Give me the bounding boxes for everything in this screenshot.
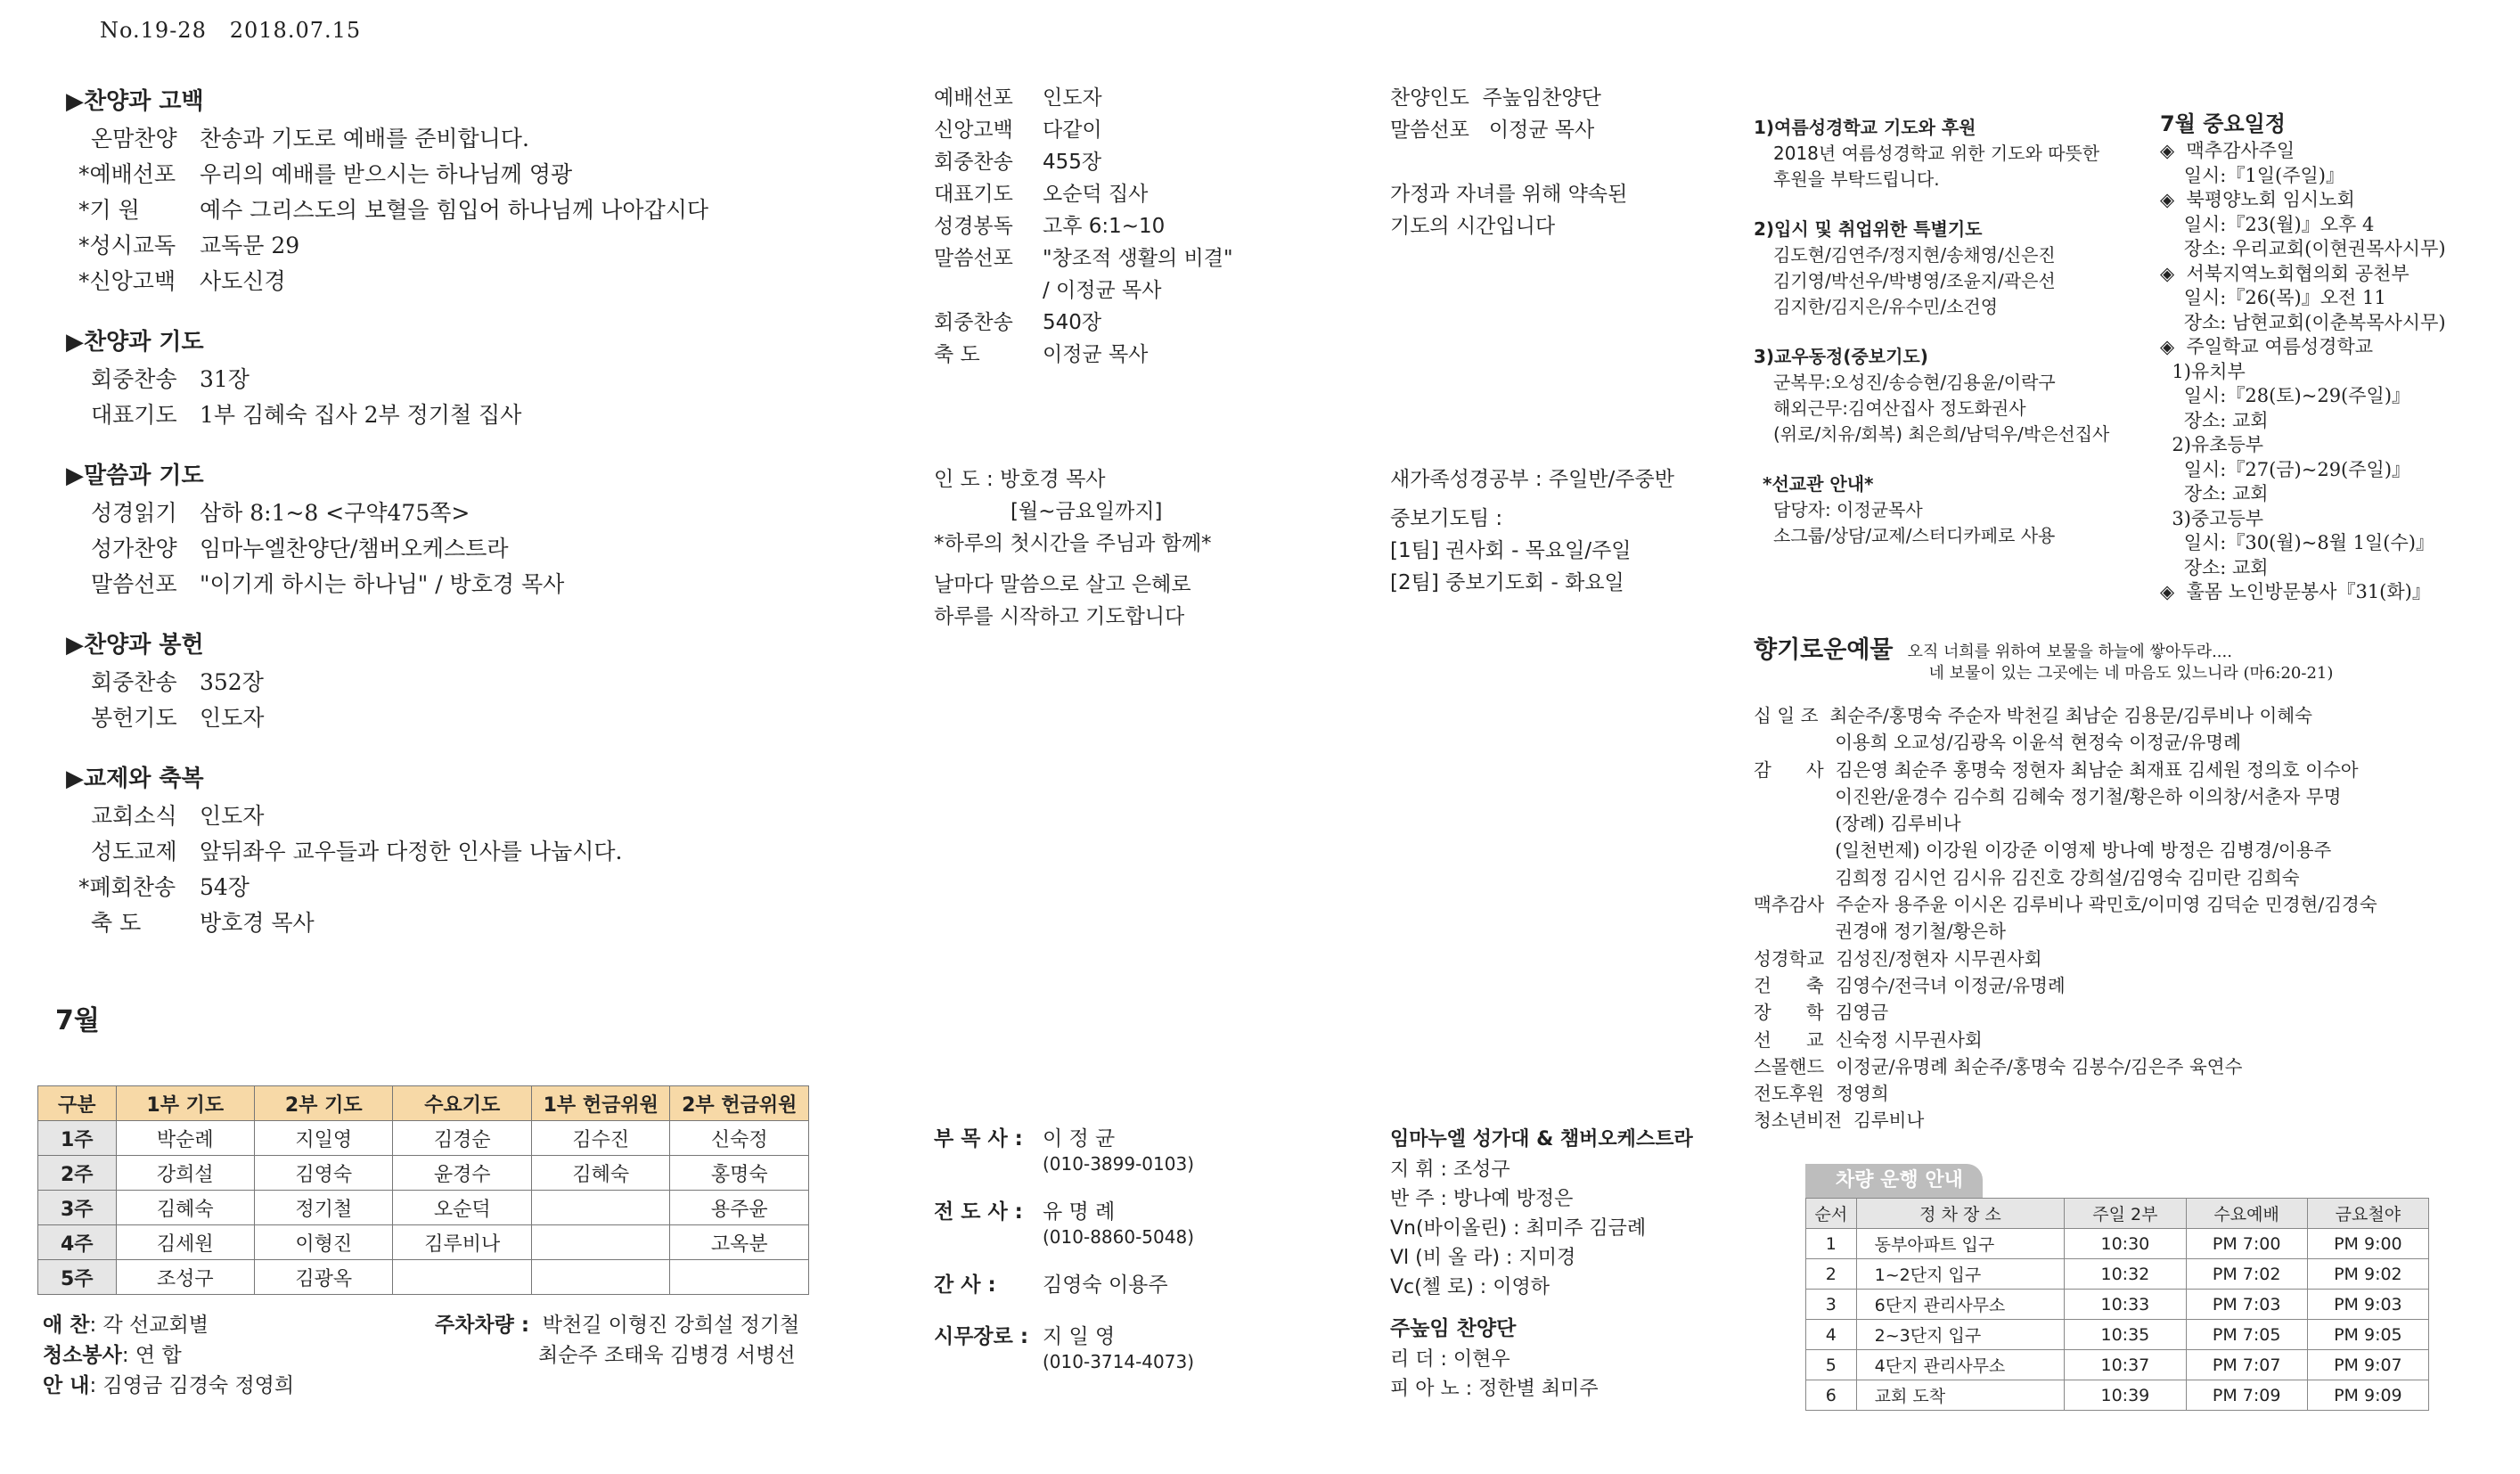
worship-item <box>66 834 868 870</box>
staff-member <box>934 1323 1308 1372</box>
shuttle-header-cell: 금요철야 <box>2307 1199 2428 1229</box>
duty-cell: 신숙정 <box>670 1121 809 1156</box>
guide-value: : 김영금 김경숙 정영희 <box>89 1374 295 1397</box>
staff-role: 부 목 사 : <box>934 1127 1023 1151</box>
prayer-item-line: 군복무:오성진/송승현/김용윤/이락구 <box>1773 372 2056 393</box>
prayer-item-title: 2)입시 및 취업위한 특별기도 <box>1754 218 1983 240</box>
schedule-line: 3)중고등부 <box>2160 507 2264 529</box>
prayer-item-title: 1)여름성경학교 기도와 후원 <box>1754 117 1976 138</box>
offering-section <box>1754 635 2511 1134</box>
worship-item <box>66 905 868 941</box>
small-groups <box>1390 463 1764 599</box>
staff-name: 이 정 균 <box>1043 1127 1116 1151</box>
wednesday-item <box>934 307 1308 339</box>
shuttle-cell: 2~3단지 입구 <box>1856 1320 2065 1350</box>
duty-cell: 김경순 <box>393 1121 531 1156</box>
wednesday-item-label: 신앙고백 <box>934 119 1013 142</box>
choir-member-line: Vl (비 올 라) : 지미경 <box>1390 1247 1576 1269</box>
duty-header-cell: 2부 기도 <box>255 1086 393 1121</box>
prayer-item-title: *선교관 안내* <box>1763 473 1874 495</box>
schedule-line: 일시:『27(금)~29(주일)』 <box>2160 458 2411 480</box>
schedule-line: ◈ 훌몸 노인방문봉사『31(화)』 <box>2160 581 2431 602</box>
duty-cell: 김루비나 <box>393 1225 531 1260</box>
worship-section-title: ▶찬양과 봉헌 <box>66 632 204 659</box>
worship-section-title: ▶찬양과 고백 <box>66 88 204 115</box>
worship-section-title: ▶찬양과 기도 <box>66 329 204 356</box>
month-title: 7월 <box>55 1005 100 1036</box>
issue-date: 2018.07.15 <box>229 18 362 43</box>
wednesday-item <box>934 339 1308 371</box>
wednesday-item-value: 이정균 목사 <box>1043 343 1149 366</box>
duty-cell: 오순덕 <box>393 1191 531 1225</box>
parking-line2: 최순주 조태욱 김병경 서병선 <box>538 1344 796 1367</box>
shuttle-cell: 5 <box>1806 1350 1857 1380</box>
friday-text-1: 가정과 자녀를 위해 약속된 <box>1390 183 1628 206</box>
choir-info <box>1390 1125 1764 1404</box>
july-schedule <box>2160 109 2516 605</box>
shuttle-cell: PM 7:02 <box>2186 1259 2307 1290</box>
worship-item <box>66 798 868 834</box>
choir-member-line: 지 휘 : 조성구 <box>1390 1159 1510 1181</box>
duty-cell: 박순례 <box>116 1121 254 1156</box>
worship-item <box>66 531 868 567</box>
duty-header-cell: 1부 헌금위원 <box>531 1086 669 1121</box>
worship-item-value: 방호경 목사 <box>200 910 315 936</box>
worship-item-value: 앞뒤좌우 교우들과 다정한 인사를 나눕시다. <box>200 839 623 864</box>
duty-cell: 김광옥 <box>255 1260 393 1295</box>
praise-team-line: 피 아 노 : 정한별 최미주 <box>1390 1378 1599 1400</box>
dawn-motto: *하루의 첫시간을 주님과 함께* <box>934 532 1212 555</box>
duty-cell: 홍명숙 <box>670 1156 809 1191</box>
worship-item <box>66 228 868 264</box>
schedule-line: ◈ 맥추감사주일 <box>2160 140 2295 161</box>
schedule-line: 2)유초등부 <box>2160 434 2264 455</box>
shuttle-cell: 3 <box>1806 1290 1857 1320</box>
shuttle-cell: PM 7:03 <box>2186 1290 2307 1320</box>
wednesday-item-value: "창조적 생활의 비결" <box>1043 247 1233 270</box>
shuttle-table <box>1805 1198 2429 1411</box>
shuttle-header-cell: 정 차 장 소 <box>1856 1199 2065 1229</box>
worship-item-value: "이기게 하시는 하나님" / 방호경 목사 <box>200 571 565 597</box>
wednesday-item-label: 예배선포 <box>934 86 1013 110</box>
offering-line: 전도후원 정영희 <box>1754 1083 1889 1105</box>
offering-line: 건 축 김영수/전극녀 이정균/유명례 <box>1754 974 2066 996</box>
shuttle-cell: 10:33 <box>2065 1290 2186 1320</box>
schedule-line: 1)유치부 <box>2160 360 2246 382</box>
worship-item-label: 교회소식 <box>91 803 177 829</box>
duty-cell: 김혜숙 <box>116 1191 254 1225</box>
wednesday-item-label: 회중찬송 <box>934 151 1013 174</box>
worship-item-label: *기 원 <box>78 197 140 223</box>
shuttle-title: 차량 운행 안내 <box>1805 1164 1983 1198</box>
worship-item-value: 임마누엘찬양단/챔버오케스트라 <box>200 536 509 561</box>
schedule-line: 장소: 남현교회(이춘복목사시무) <box>2160 311 2446 333</box>
shuttle-cell: PM 7:09 <box>2186 1380 2307 1411</box>
offering-line: 선 교 신숙정 시무권사회 <box>1754 1028 1983 1051</box>
worship-item <box>66 121 868 157</box>
duty-table <box>37 1085 809 1295</box>
clean-label: 청소봉사 <box>43 1344 122 1367</box>
dawn-text-1: 날마다 말씀으로 살고 은혜로 <box>934 573 1191 596</box>
shuttle-cell: 10:30 <box>2065 1229 2186 1259</box>
worship-item-label: 봉헌기도 <box>91 705 177 731</box>
duty-cell: 김영숙 <box>255 1156 393 1191</box>
duty-cell: 김세원 <box>116 1225 254 1260</box>
issue-number: No.19-28 <box>100 18 207 43</box>
dawn-text-2: 하루를 시작하고 기도합니다 <box>934 605 1185 628</box>
shuttle-cell: 6 <box>1806 1380 1857 1411</box>
prayer-item-line: 소그룹/상담/교제/스터디카페로 사용 <box>1773 525 2056 546</box>
worship-item-label: 대표기도 <box>91 402 177 428</box>
prayer-item <box>1754 216 2164 320</box>
shuttle-cell: 4 <box>1806 1320 1857 1350</box>
offering-line: 김희정 김시언 김시유 김진호 강희설/김영숙 김미란 김희숙 <box>1754 866 2300 888</box>
prayer-item <box>1754 114 2164 192</box>
schedule-line: 일시:『28(토)~29(주일)』 <box>2160 385 2411 406</box>
wednesday-item-value: 오순덕 집사 <box>1043 183 1149 206</box>
worship-item-label: 성가찬양 <box>91 536 177 561</box>
staff-member <box>934 1125 1308 1175</box>
staff-phone: (010-3899-0103) <box>1043 1153 1195 1175</box>
intercessory-title: 중보기도팀 : <box>1390 507 1503 530</box>
parking-label: 주차차량 : <box>435 1314 530 1337</box>
offering-line: 맥추감사 주순자 용주윤 이시온 김루비나 곽민호/이미영 김덕순 민경현/김경숙 <box>1754 894 2377 916</box>
duty-table-row <box>38 1260 809 1295</box>
duty-cell: 김수진 <box>531 1121 669 1156</box>
duty-cell: 4주 <box>38 1225 117 1260</box>
duty-cell: 5주 <box>38 1260 117 1295</box>
intercessory-team-1: [1팀] 권사회 - 목요일/주일 <box>1390 539 1632 562</box>
worship-item <box>66 700 868 736</box>
prayer-item-line: 2018년 여름성경학교 위한 기도와 따뜻한 <box>1773 143 2100 164</box>
offering-title: 향기로운예물 <box>1754 636 1894 664</box>
staff-name: 지 일 영 <box>1043 1325 1116 1348</box>
offering-line: (일천번제) 이강원 이강준 이영제 방나예 방정은 김병경/이용주 <box>1754 839 2332 862</box>
offering-line: 청소년비전 김루비나 <box>1754 1110 1925 1132</box>
schedule-title: 7월 중요일정 <box>2160 111 2286 136</box>
shuttle-row <box>1806 1290 2429 1320</box>
prayer-item-line: 김지한/김지은/유수민/소건영 <box>1773 296 1999 317</box>
worship-item-label: 성도교제 <box>91 839 177 864</box>
clean-value: : 연 합 <box>121 1344 182 1367</box>
shuttle-schedule <box>1805 1164 2429 1411</box>
duty-table-row <box>38 1225 809 1260</box>
schedule-line: 장소: 우리교회(이현권목사시무) <box>2160 238 2446 259</box>
shuttle-cell: PM 9:07 <box>2307 1350 2428 1380</box>
worship-item-label: 회중찬송 <box>91 366 177 392</box>
schedule-line: ◈ 서북지역노회협의회 공천부 <box>2160 262 2410 284</box>
duty-cell: 이형진 <box>255 1225 393 1260</box>
staff-role: 간 사 : <box>934 1273 996 1297</box>
worship-order <box>66 82 868 941</box>
worship-item-label: 성경읽기 <box>91 500 177 526</box>
choir-title: 임마누엘 성가대 & 챔버오케스트라 <box>1390 1128 1693 1151</box>
shuttle-cell: 10:37 <box>2065 1350 2186 1380</box>
prayer-item-line: 해외근무:김여산집사 정도화권사 <box>1773 397 2026 419</box>
duty-cell: 용주윤 <box>670 1191 809 1225</box>
duty-cell: 1주 <box>38 1121 117 1156</box>
worship-item-label: 축 도 <box>91 910 142 936</box>
staff-member <box>934 1271 1308 1299</box>
prayer-item-line: (위로/치유/회복) 최은희/남덕우/박은선집사 <box>1773 423 2110 445</box>
worship-item-label: 온맘찬양 <box>91 126 177 151</box>
wednesday-item-value: 고후 6:1~10 <box>1043 215 1166 238</box>
shuttle-row <box>1806 1259 2429 1290</box>
flower-label: 애 찬 <box>43 1314 90 1337</box>
offering-line: 십 일 조 최순주/홍명숙 주순자 박천길 최남순 김용문/김루비나 이혜숙 <box>1754 705 2312 726</box>
worship-item-label: *폐회찬송 <box>78 874 176 900</box>
prayer-item-line: 후원을 부탁드립니다. <box>1773 168 1940 190</box>
friday-service <box>1390 82 1764 242</box>
wednesday-item <box>934 210 1308 242</box>
shuttle-row <box>1806 1229 2429 1259</box>
wednesday-item-label <box>934 274 1043 307</box>
duty-header-cell: 1부 기도 <box>116 1086 254 1121</box>
duty-cell: 3주 <box>38 1191 117 1225</box>
intercessory-team-2: [2팀] 중보기도회 - 화요일 <box>1390 571 1624 594</box>
shuttle-cell: PM 7:00 <box>2186 1229 2307 1259</box>
shuttle-row <box>1806 1380 2429 1411</box>
worship-item-label: 말씀선포 <box>91 571 177 597</box>
schedule-line: 장소: 교회 <box>2160 409 2269 431</box>
shuttle-cell: 1~2단지 입구 <box>1856 1259 2065 1290</box>
duty-cell: 고옥분 <box>670 1225 809 1260</box>
worship-item-value: 찬송과 기도로 예배를 준비합니다. <box>200 126 529 151</box>
dawn-prayer <box>934 463 1308 633</box>
friday-sermon-label: 말씀선포 <box>1390 119 1469 142</box>
dawn-leader: 인 도 : 방호경 목사 <box>934 468 1106 491</box>
worship-item-value: 우리의 예배를 받으시는 하나님께 영광 <box>200 161 573 187</box>
duty-cell: 강희설 <box>116 1156 254 1191</box>
staff-name: 김영숙 이용주 <box>1043 1273 1168 1297</box>
duty-cell <box>531 1191 669 1225</box>
duty-cell: 김혜숙 <box>531 1156 669 1191</box>
wednesday-item <box>934 178 1308 210</box>
wednesday-item-label: 축 도 <box>934 343 980 366</box>
shuttle-cell: 교회 도착 <box>1856 1380 2065 1411</box>
praise-team-title: 주높임 찬양단 <box>1390 1317 1517 1340</box>
duty-header-cell: 구분 <box>38 1086 117 1121</box>
worship-item-value: 삼하 8:1~8 <구약475쪽> <box>200 500 470 526</box>
offering-line: 스몰핸드 이정균/유명례 최순주/홍명숙 김봉수/김은주 육연수 <box>1754 1055 2243 1077</box>
prayer-requests <box>1754 114 2164 572</box>
prayer-item <box>1754 343 2164 447</box>
schedule-line: 일시:『1일(주일)』 <box>2160 164 2344 186</box>
duty-cell: 조성구 <box>116 1260 254 1295</box>
duty-table-row <box>38 1121 809 1156</box>
shuttle-cell: 10:32 <box>2065 1259 2186 1290</box>
schedule-line: 장소: 교회 <box>2160 556 2269 578</box>
schedule-line: ◈ 북평양노회 임시노회 <box>2160 189 2355 210</box>
friday-text-2: 기도의 시간입니다 <box>1390 215 1556 238</box>
friday-lead-label: 찬양인도 <box>1390 86 1469 110</box>
offering-line: 장 학 김영금 <box>1754 1002 1889 1024</box>
schedule-line: 장소: 교회 <box>2160 483 2269 504</box>
bulletin-header <box>100 18 361 43</box>
wednesday-item <box>934 114 1308 146</box>
offering-line: 이진완/윤경수 김수희 김혜숙 정기철/황은하 이의창/서춘자 무명 <box>1754 785 2342 807</box>
prayer-item-line: 김도현/김연주/정지현/송채영/신은진 <box>1773 244 2056 266</box>
staff-role: 시무장로 : <box>934 1325 1029 1348</box>
shuttle-cell: PM 7:05 <box>2186 1320 2307 1350</box>
worship-item-value: 사도신경 <box>200 268 286 294</box>
shuttle-cell: PM 9:00 <box>2307 1229 2428 1259</box>
shuttle-row <box>1806 1350 2429 1380</box>
choir-member-line: Vn(바이올린) : 최미주 김금례 <box>1390 1217 1647 1240</box>
duty-header-cell: 수요기도 <box>393 1086 531 1121</box>
wednesday-item-value: 다같이 <box>1043 119 1102 142</box>
duty-table-row <box>38 1191 809 1225</box>
worship-item-value: 1부 김혜숙 집사 2부 정기철 집사 <box>200 402 522 428</box>
worship-item <box>66 870 868 905</box>
shuttle-header-cell: 수요예배 <box>2186 1199 2307 1229</box>
shuttle-cell: PM 7:07 <box>2186 1350 2307 1380</box>
wednesday-item-value: 540장 <box>1043 311 1102 334</box>
flower-value: : 각 선교회별 <box>89 1314 209 1337</box>
worship-item-value: 인도자 <box>200 705 265 731</box>
wednesday-item <box>934 242 1308 274</box>
offering-line: (장례) 김루비나 <box>1754 813 1961 835</box>
offering-verse-2: 네 보물이 있는 그곳에는 네 마음도 있느니라 (마6:20-21) <box>1928 664 2334 683</box>
new-family-study: 새가족성경공부 : 주일반/주중반 <box>1390 468 1674 491</box>
wednesday-item <box>934 274 1308 307</box>
worship-item <box>66 665 868 700</box>
worship-item <box>66 362 868 397</box>
wednesday-item <box>934 82 1308 114</box>
worship-item-value: 31장 <box>200 366 250 392</box>
duty-header-cell: 2부 헌금위원 <box>670 1086 809 1121</box>
wednesday-item-value: 455장 <box>1043 151 1102 174</box>
prayer-item <box>1754 471 2164 549</box>
shuttle-cell: PM 9:03 <box>2307 1290 2428 1320</box>
wednesday-item-value: / 이정균 목사 <box>1043 279 1162 302</box>
duty-table-row <box>38 1156 809 1191</box>
shuttle-cell: 10:35 <box>2065 1320 2186 1350</box>
duty-cell <box>531 1225 669 1260</box>
staff-name: 유 명 례 <box>1043 1200 1116 1224</box>
worship-item-value: 인도자 <box>200 803 265 829</box>
shuttle-row <box>1806 1320 2429 1350</box>
shuttle-cell: 10:39 <box>2065 1380 2186 1411</box>
duty-table-header <box>38 1086 809 1121</box>
wednesday-item-label: 회중찬송 <box>934 311 1013 334</box>
wednesday-item <box>934 146 1308 178</box>
schedule-line: ◈ 주일학교 여름성경학교 <box>2160 336 2374 357</box>
prayer-item-title: 3)교우동정(중보기도) <box>1754 346 1928 367</box>
worship-item-label: *성시교독 <box>78 233 176 258</box>
shuttle-cell: 6단지 관리사무소 <box>1856 1290 2065 1320</box>
shuttle-header-cell: 순서 <box>1806 1199 1857 1229</box>
worship-item <box>66 567 868 602</box>
shuttle-cell: PM 9:09 <box>2307 1380 2428 1411</box>
duty-cell <box>393 1260 531 1295</box>
offering-line: 이용희 오교성/김광옥 이윤석 현정숙 이정균/유명례 <box>1754 732 2241 754</box>
worship-item <box>66 264 868 299</box>
schedule-line: 일시:『30(월)~8월 1일(수)』 <box>2160 532 2434 553</box>
wednesday-item-label: 대표기도 <box>934 183 1013 206</box>
staff-member <box>934 1198 1308 1248</box>
choir-member-line: 반 주 : 방나예 방정은 <box>1390 1188 1574 1210</box>
service-notes <box>43 1310 827 1401</box>
worship-item-value: 예수 그리스도의 보혈을 힘입어 하나님께 나아갑시다 <box>200 197 709 223</box>
guide-label: 안 내 <box>43 1374 90 1397</box>
duty-cell: 윤경수 <box>393 1156 531 1191</box>
worship-item-value: 352장 <box>200 669 264 695</box>
friday-sermon-value: 이정균 목사 <box>1488 119 1595 142</box>
prayer-item-line: 담당자: 이정균목사 <box>1773 499 1923 520</box>
wednesday-item-label: 말씀선포 <box>934 247 1013 270</box>
shuttle-cell: 동부아파트 입구 <box>1856 1229 2065 1259</box>
worship-item <box>66 397 868 433</box>
shuttle-cell: 2 <box>1806 1259 1857 1290</box>
offering-line: 감 사 김은영 최순주 홍명숙 정현자 최남순 최재표 김세원 정의호 이수아 <box>1754 758 2359 781</box>
praise-team-line: 리 더 : 이현우 <box>1390 1348 1510 1371</box>
worship-item <box>66 192 868 228</box>
worship-item-value: 54장 <box>200 874 250 900</box>
wednesday-service <box>934 82 1308 371</box>
duty-cell: 2주 <box>38 1156 117 1191</box>
worship-item-label: *신앙고백 <box>78 268 176 294</box>
shuttle-cell: 1 <box>1806 1229 1857 1259</box>
staff-phone: (010-3714-4073) <box>1043 1351 1195 1372</box>
offering-line: 성경학교 김성진/정현자 시무권사회 <box>1754 947 2042 970</box>
shuttle-header-cell: 주일 2부 <box>2065 1199 2186 1229</box>
staff-list <box>934 1125 1308 1396</box>
parking-line1: 박천길 이형진 강희설 정기철 <box>542 1314 800 1337</box>
wednesday-item-label: 성경봉독 <box>934 215 1013 238</box>
staff-phone: (010-8860-5048) <box>1043 1226 1195 1248</box>
shuttle-cell: PM 9:02 <box>2307 1259 2428 1290</box>
duty-cell <box>670 1260 809 1295</box>
wednesday-item-value: 인도자 <box>1043 86 1102 110</box>
worship-item <box>66 495 868 531</box>
friday-lead-value: 주높임찬양단 <box>1482 86 1601 110</box>
dawn-days: [월~금요일까지] <box>1010 500 1163 523</box>
duty-cell: 지일영 <box>255 1121 393 1156</box>
duty-cell <box>531 1260 669 1295</box>
schedule-line: 일시:『23(월)』오후 4 <box>2160 213 2375 235</box>
worship-section-title: ▶말씀과 기도 <box>66 463 204 489</box>
worship-item-label: *예배선포 <box>78 161 176 187</box>
offering-line: 권경애 정기철/황은하 <box>1754 921 2006 943</box>
offering-verse-1: 오직 너희를 위하여 보물을 하늘에 쌓아두라.... <box>1907 643 2232 661</box>
choir-member-line: Vc(첼 로) : 이영하 <box>1390 1276 1550 1298</box>
worship-item-value: 교독문 29 <box>200 233 300 258</box>
duty-cell: 정기철 <box>255 1191 393 1225</box>
worship-item-label: 회중찬송 <box>91 669 177 695</box>
staff-role: 전 도 사 : <box>934 1200 1023 1224</box>
prayer-item-line: 김기영/박선우/박병영/조윤지/곽은선 <box>1773 270 2056 291</box>
worship-item <box>66 157 868 192</box>
shuttle-cell: PM 9:05 <box>2307 1320 2428 1350</box>
worship-section-title: ▶교제와 축복 <box>66 766 204 792</box>
shuttle-header <box>1806 1199 2429 1229</box>
shuttle-cell: 4단지 관리사무소 <box>1856 1350 2065 1380</box>
schedule-line: 일시:『26(목)』오전 11 <box>2160 287 2386 308</box>
